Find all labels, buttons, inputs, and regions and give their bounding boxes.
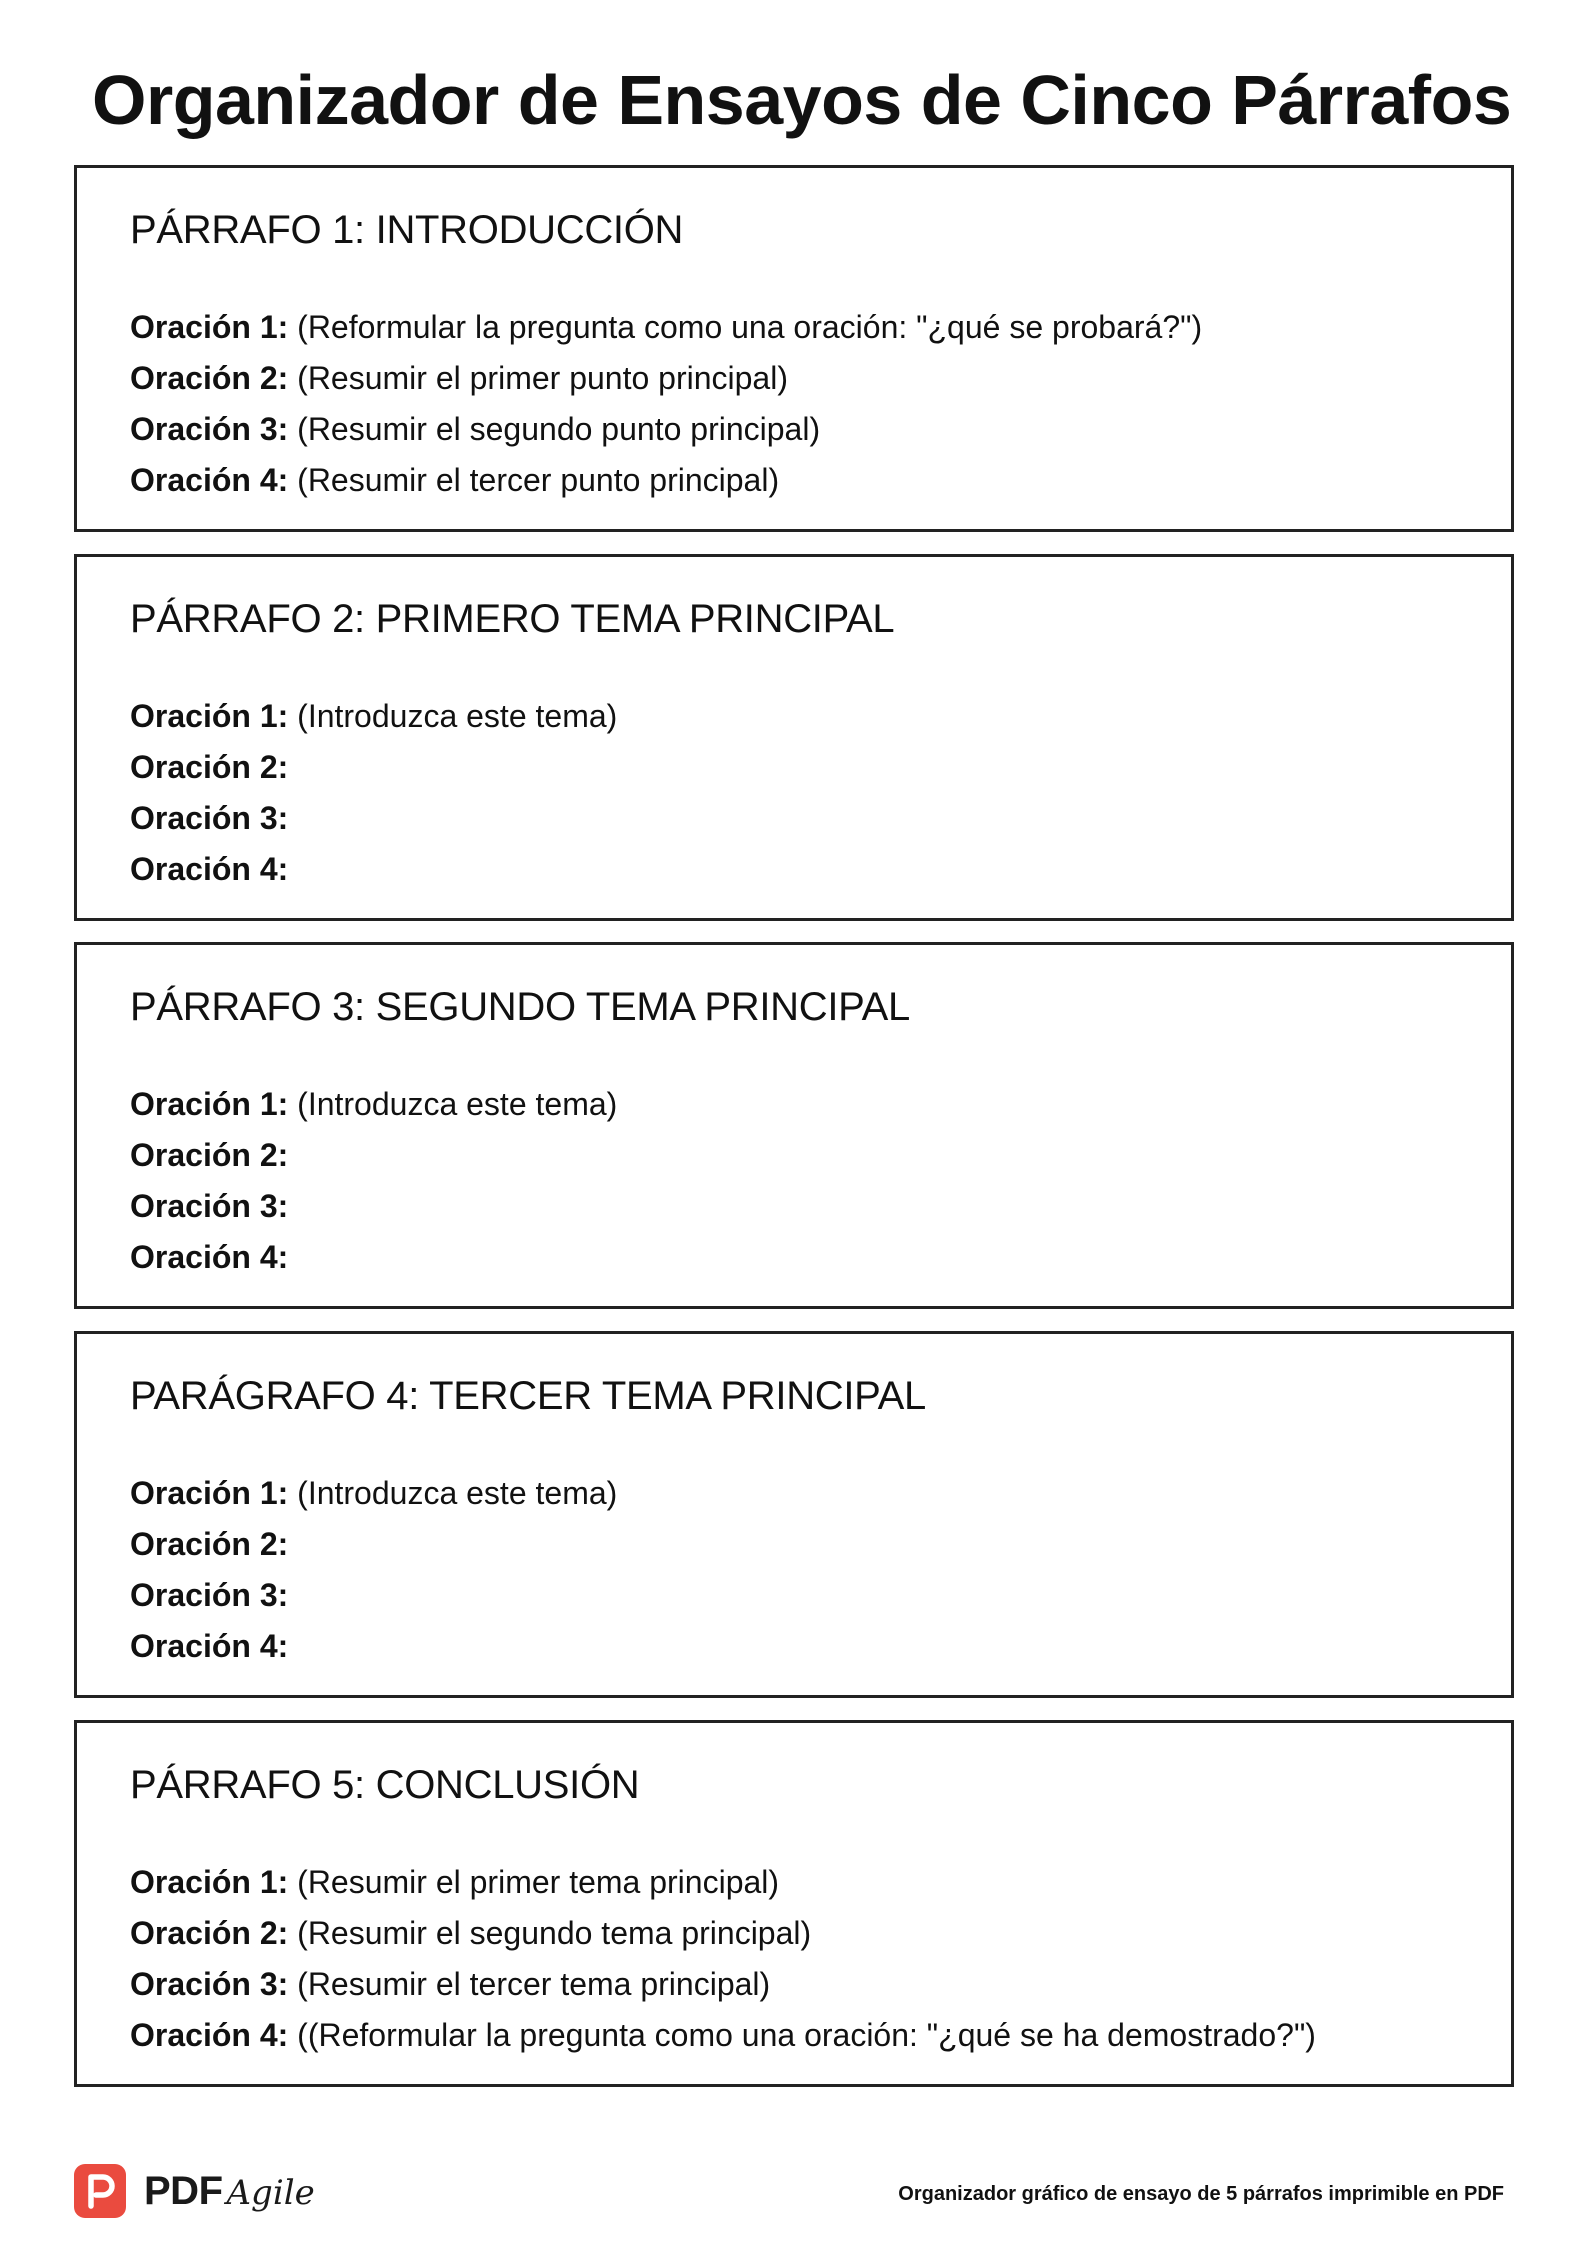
sentence-line: [130, 1232, 617, 1283]
sentence-label: Oración 4:: [130, 1239, 289, 1275]
sentence-label: Oración 1:: [130, 309, 289, 345]
sentence-label: Oración 4:: [130, 462, 289, 498]
sentence-line: [130, 1079, 617, 1130]
sentence-line: [130, 1857, 1316, 1908]
page-title: Organizador de Ensayos de Cinco Párrafos: [92, 61, 1512, 139]
paragraph-2-box: [74, 554, 1514, 921]
paragraph-4-sentences: [130, 1468, 617, 1672]
sentence-hint: (Resumir el tercer tema principal): [288, 1966, 771, 2002]
paragraph-1-heading: PÁRRAFO 1: INTRODUCCIÓN: [130, 208, 684, 252]
sentence-label: Oración 2:: [130, 360, 289, 396]
sentence-hint: (Resumir el segundo punto principal): [288, 411, 821, 447]
sentence-line: [130, 353, 1202, 404]
sentence-hint: (Resumir el primer punto principal): [288, 360, 788, 396]
sentence-line: [130, 455, 1202, 506]
sentence-line: [130, 1181, 617, 1232]
sentence-label: Oración 4:: [130, 1628, 289, 1664]
sentence-line: [130, 1519, 617, 1570]
sentence-line: [130, 2010, 1316, 2061]
sentence-label: Oración 4:: [130, 2017, 289, 2053]
sentence-label: Oración 3:: [130, 1966, 289, 2002]
sentence-label: Oración 2:: [130, 749, 289, 785]
sentence-line: [130, 742, 617, 793]
pdf-agile-logo-icon: [74, 2164, 126, 2218]
sentence-hint: (Resumir el tercer punto principal): [288, 462, 780, 498]
sentence-line: [130, 844, 617, 895]
paragraph-5-box: [74, 1720, 1514, 2087]
sentence-hint: (Resumir el segundo tema principal): [288, 1915, 812, 1951]
paragraph-3-box: [74, 942, 1514, 1309]
paragraph-1-sentences: [130, 302, 1202, 506]
sentence-label: Oración 1:: [130, 698, 289, 734]
sentence-label: Oración 3:: [130, 1577, 289, 1613]
sentence-label: Oración 1:: [130, 1475, 289, 1511]
sentence-hint: (Introduzca este tema): [288, 1475, 618, 1511]
sentence-line: [130, 1959, 1316, 2010]
sentence-label: Oración 1:: [130, 1864, 289, 1900]
paragraph-5-sentences: [130, 1857, 1316, 2061]
sentence-line: [130, 404, 1202, 455]
paragraph-1-box: [74, 165, 1514, 532]
sentence-line: [130, 793, 617, 844]
sentence-hint: (Introduzca este tema): [288, 1086, 618, 1122]
sentence-label: Oración 3:: [130, 1188, 289, 1224]
logo-wordmark-agile: Agile: [226, 2173, 315, 2213]
sentence-label: Oración 3:: [130, 411, 289, 447]
sentence-label: Oración 4:: [130, 851, 289, 887]
paragraph-2-sentences: [130, 691, 617, 895]
paragraph-2-heading: PÁRRAFO 2: PRIMERO TEMA PRINCIPAL: [130, 597, 895, 641]
sentence-hint: (Introduzca este tema): [288, 698, 618, 734]
sentence-line: [130, 1468, 617, 1519]
sentence-line: [130, 302, 1202, 353]
pdf-agile-logo: [74, 2163, 315, 2219]
sentence-line: [130, 691, 617, 742]
sentence-hint: (Reformular la pregunta como una oración: "¿qué se probará?"): [288, 309, 1203, 345]
sentence-label: Oración 2:: [130, 1915, 289, 1951]
sentence-line: [130, 1130, 617, 1181]
sentence-label: Oración 2:: [130, 1137, 289, 1173]
sentence-label: Oración 3:: [130, 800, 289, 836]
sentence-line: [130, 1908, 1316, 1959]
sentence-line: [130, 1570, 617, 1621]
sentence-label: Oración 2:: [130, 1526, 289, 1562]
paragraph-4-heading: PARÁGRAFO 4: TERCER TEMA PRINCIPAL: [130, 1374, 926, 1418]
paragraph-4-box: [74, 1331, 1514, 1698]
footer-caption: Organizador gráfico de ensayo de 5 párrafos imprimible en PDF: [898, 2183, 1504, 2205]
sentence-hint: (Resumir el primer tema principal): [288, 1864, 780, 1900]
paragraph-3-heading: PÁRRAFO 3: SEGUNDO TEMA PRINCIPAL: [130, 985, 910, 1029]
paragraph-5-heading: PÁRRAFO 5: CONCLUSIÓN: [130, 1763, 640, 1807]
logo-wordmark-pdf: PDF: [144, 2168, 223, 2213]
paragraph-3-sentences: [130, 1079, 617, 1283]
sentence-label: Oración 1:: [130, 1086, 289, 1122]
sentence-hint: ((Reformular la pregunta como una oración: "¿qué se ha demostrado?"): [288, 2017, 1316, 2053]
sentence-line: [130, 1621, 617, 1672]
